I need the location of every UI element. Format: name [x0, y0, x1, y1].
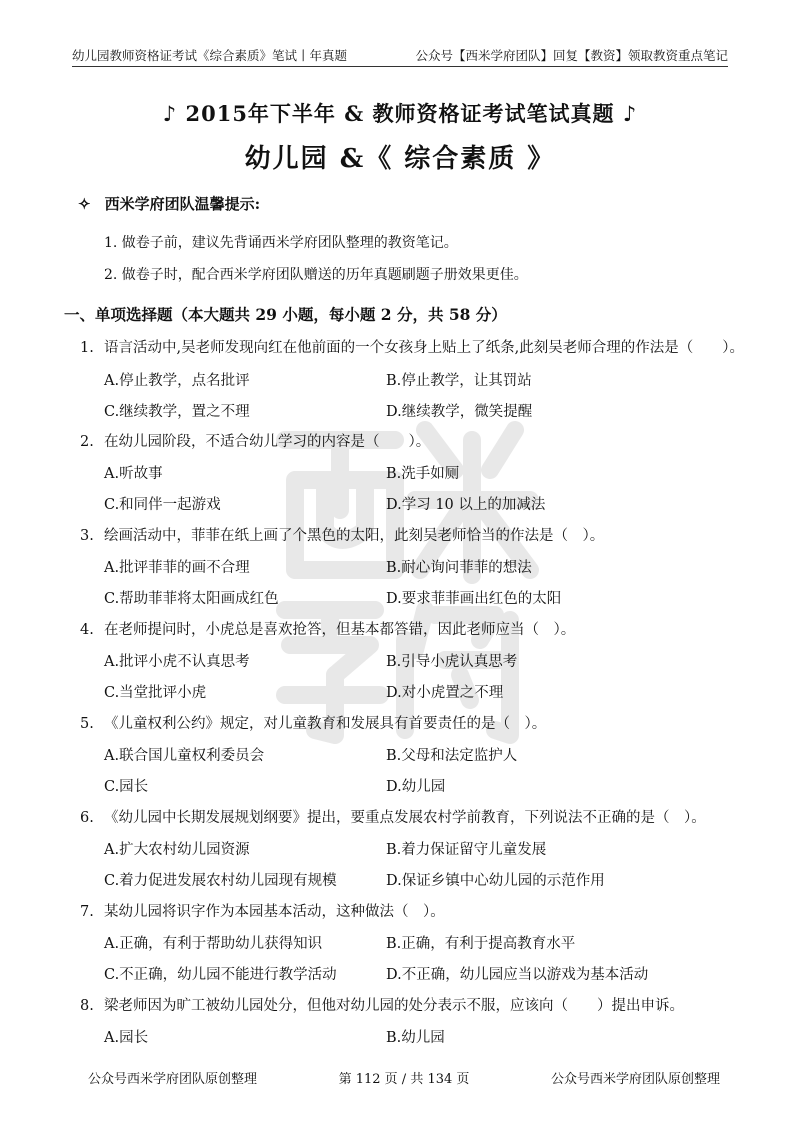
question-5	[80, 712, 546, 733]
header-left-text: 幼儿园教师资格证考试《综合素质》笔试丨年真题	[72, 48, 348, 63]
footer-right-text: 公众号西米学府团队原创整理	[550, 1072, 720, 1087]
option-a[interactable]: A.批评小虎不认真思考	[104, 654, 250, 670]
question-number: 7.	[80, 904, 94, 920]
option-d[interactable]: D.学习 10 以上的加减法	[386, 497, 546, 513]
question-number: 3.	[80, 528, 94, 544]
question-text: 在老师提问时，小虎总是喜欢抢答，但基本都答错，因此老师应当（ ）。	[104, 622, 576, 638]
page-number: 第 112 页 / 共 134 页	[338, 1072, 470, 1087]
page-footer	[88, 1068, 720, 1087]
option-d[interactable]: D.对小虎置之不理	[386, 685, 504, 701]
header-right-text: 公众号【西米学府团队】回复【教资】领取教资重点笔记	[415, 48, 728, 63]
option-a[interactable]: A.联合国儿童权利委员会	[104, 748, 265, 764]
tip-line-2: 2. 做卷子时，配合西米学府团队赠送的历年真题刷题子册效果更佳。	[104, 267, 528, 283]
question-8	[80, 994, 684, 1015]
option-c[interactable]: C.当堂批评小虎	[104, 685, 207, 701]
question-text: 《儿童权利公约》规定，对儿童教育和发展具有首要责任的是（ ）。	[104, 716, 547, 732]
option-b[interactable]: B.父母和法定监护人	[386, 748, 518, 764]
option-a[interactable]: A.停止教学，点名批评	[104, 373, 250, 389]
question-3	[80, 524, 604, 545]
tip-line-1: 1. 做卷子前，建议先背诵西米学府团队整理的教资笔记。	[104, 235, 458, 251]
question-text: 语言活动中,吴老师发现向红在他前面的一个女孩身上贴上了纸条,此刻吴老师合理的作法是（ ）。	[104, 340, 744, 356]
question-number: 5.	[80, 716, 94, 732]
exam-title: ♪ 2015年下半年 & 教师资格证考试笔试真题 ♪	[162, 101, 638, 126]
option-d[interactable]: D.幼儿园	[386, 779, 446, 795]
question-number: 6.	[80, 810, 94, 826]
question-number: 2.	[80, 434, 94, 450]
tips-heading	[78, 193, 260, 214]
option-d[interactable]: D.继续教学，微笑提醒	[386, 404, 533, 420]
option-d[interactable]: D.保证乡镇中心幼儿园的示范作用	[386, 873, 605, 889]
question-4	[80, 618, 575, 639]
option-b[interactable]: B.幼儿园	[386, 1030, 445, 1046]
footer-left-text: 公众号西米学府团队原创整理	[88, 1072, 258, 1087]
question-text: 在幼儿园阶段，不适合幼儿学习的内容是（ ）。	[104, 434, 431, 450]
option-c[interactable]: C.继续教学，置之不理	[104, 404, 250, 420]
question-6	[80, 806, 706, 827]
option-a[interactable]: A.园长	[104, 1030, 149, 1046]
option-d[interactable]: D.不正确，幼儿园应当以游戏为基本活动	[386, 967, 649, 983]
question-number: 4.	[80, 622, 94, 638]
question-2	[80, 430, 430, 451]
exam-subtitle: 幼儿园 &《 综合素质 》	[244, 144, 556, 174]
question-text: 某幼儿园将识字作为本园基本活动，这种做法（ ）。	[104, 904, 445, 920]
question-number: 1.	[80, 340, 94, 356]
option-c[interactable]: C.不正确，幼儿园不能进行教学活动	[104, 967, 337, 983]
option-d[interactable]: D.要求菲菲画出红色的太阳	[386, 591, 562, 607]
question-text: 绘画活动中，菲菲在纸上画了个黑色的太阳，此刻吴老师恰当的作法是（ ）。	[104, 528, 605, 544]
option-b[interactable]: B.洗手如厕	[386, 466, 460, 482]
option-b[interactable]: B.正确，有利于提高教育水平	[386, 936, 576, 952]
question-7	[80, 900, 445, 921]
tips-heading-text: 西米学府团队温馨提示:	[104, 195, 261, 213]
option-b[interactable]: B.耐心询问菲菲的想法	[386, 560, 532, 576]
option-a[interactable]: A.扩大农村幼儿园资源	[104, 842, 250, 858]
page-header	[72, 44, 728, 67]
option-b[interactable]: B.引导小虎认真思考	[386, 654, 518, 670]
option-c[interactable]: C.着力促进发展农村幼儿园现有规模	[104, 873, 337, 889]
option-b[interactable]: B.停止教学，让其罚站	[386, 373, 532, 389]
option-a[interactable]: A.听故事	[104, 466, 163, 482]
option-c[interactable]: C.园长	[104, 779, 149, 795]
section-heading: 一、单项选择题（本大题共 29 小题，每小题 2 分，共 58 分）	[64, 305, 507, 324]
question-text: 梁老师因为旷工被幼儿园处分，但他对幼儿园的处分表示不服，应该向（ ）提出申诉。	[104, 998, 684, 1014]
question-1	[80, 336, 744, 357]
option-a[interactable]: A.正确，有利于帮助幼儿获得知识	[104, 936, 323, 952]
option-c[interactable]: C.帮助菲菲将太阳画成红色	[104, 591, 279, 607]
question-text: 《幼儿园中长期发展规划纲要》提出，要重点发展农村学前教育，下列说法不正确的是（ ）。	[104, 810, 706, 826]
watermark-logo	[255, 400, 545, 760]
question-number: 8.	[80, 998, 94, 1014]
option-b[interactable]: B.着力保证留守儿童发展	[386, 842, 547, 858]
sparkle-icon: ✧	[78, 194, 91, 213]
option-a[interactable]: A.批评菲菲的画不合理	[104, 560, 250, 576]
option-c[interactable]: C.和同伴一起游戏	[104, 497, 221, 513]
